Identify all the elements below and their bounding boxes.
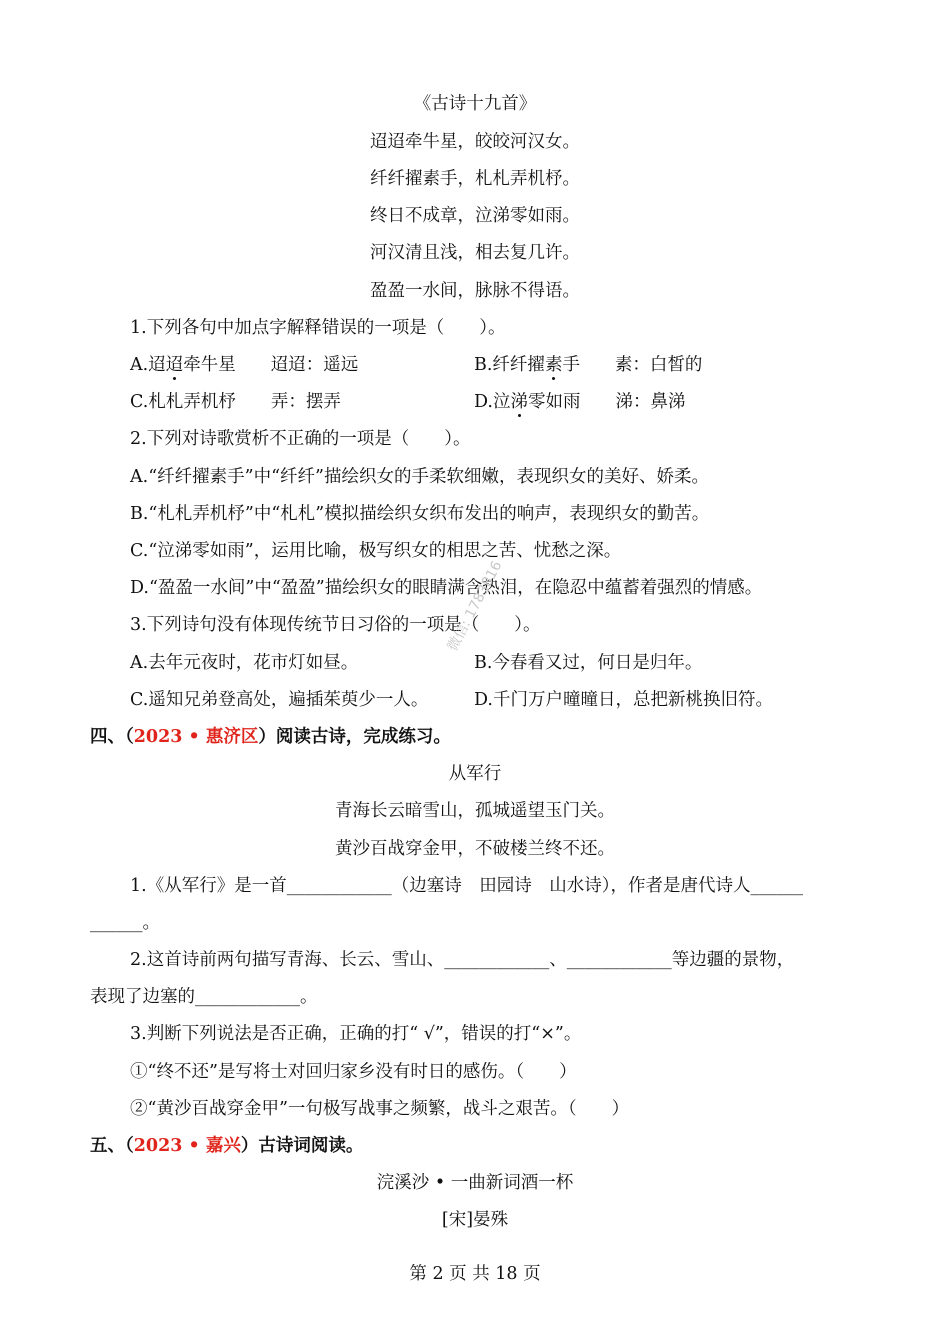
poem1-line-3: 终日不成章，泣涕零如雨。	[370, 206, 580, 226]
q1-stem: 1.下列各句中加点字解释错误的一项是（ ）。	[130, 318, 506, 338]
section4-poem-line-1: 青海长云暗雪山，孤城遥望玉门关。	[335, 801, 615, 821]
section4-q2-line-1: 2.这首诗前两句描写青海、长云、雪山、____________、____________等边疆的景物，	[130, 950, 795, 970]
section5-source: 2023 • 嘉兴	[133, 1136, 241, 1156]
section4-q3-stem: 3.判断下列说法是否正确，正确的打“ √”，错误的打“×”。	[130, 1024, 582, 1044]
q1-option-d-dotted: 涕	[510, 392, 528, 412]
watermark-text: 微信: 1783816	[444, 558, 506, 654]
q3-option-b: B.今春看又过，何日是归年。	[474, 653, 703, 673]
q1-option-d-post: 零如雨 涕：鼻涕	[527, 392, 686, 412]
q1-option-a-post: 牵牛星 迢迢：遥远	[183, 355, 359, 375]
q3-option-a: A.去年元夜时，花市灯如昼。	[130, 653, 359, 673]
q3-stem: 3.下列诗句没有体现传统节日习俗的一项是（ ）。	[130, 615, 541, 635]
page-footer: 第 2 页 共 18 页	[409, 1264, 541, 1284]
section4-q1-line-2: ______。	[90, 913, 160, 933]
q2-option-c: C.“泣涕零如雨”，运用比喻，极写织女的相思之苦、忧愁之深。	[130, 541, 622, 561]
section4-suffix: ）阅读古诗，完成练习。	[258, 727, 451, 747]
section5-suffix: ）古诗词阅读。	[240, 1136, 364, 1156]
poem1-title: 《古诗十九首》	[413, 94, 537, 114]
poem1-line-2: 纤纤擢素手，札札弄机杼。	[370, 169, 580, 189]
poem1-line-4: 河汉清且浅，相去复几许。	[370, 243, 580, 263]
q1-option-d	[474, 390, 685, 414]
q1-option-b-dotted: 素	[544, 355, 563, 375]
section4-q2-line-2: 表现了边塞的____________。	[90, 987, 318, 1007]
section4-source: 2023 • 惠济区	[133, 727, 259, 747]
section4-q3-item-2: ②“黄沙百战穿金甲”一句极写战事之频繁，战斗之艰苦。（ ）	[130, 1099, 630, 1119]
section4-heading	[90, 725, 451, 749]
section5-prefix: 五、（	[90, 1136, 134, 1156]
q3-option-c: C.遥知兄弟登高处，遍插茱萸少一人。	[130, 690, 429, 710]
section5-author: [宋]晏殊	[441, 1210, 509, 1230]
q1-option-a-pre: A.迢	[130, 355, 166, 375]
q1-option-b	[474, 353, 702, 377]
q1-option-a	[130, 353, 358, 377]
poem1-line-5: 盈盈一水间，脉脉不得语。	[370, 281, 580, 301]
q2-stem: 2.下列对诗歌赏析不正确的一项是（ ）。	[130, 429, 471, 449]
section4-poem-title: 从军行	[448, 764, 502, 784]
section5-heading	[90, 1134, 363, 1158]
q1-option-b-post: 手 素：白皙的	[562, 355, 703, 375]
section4-poem-line-2: 黄沙百战穿金甲，不破楼兰终不还。	[335, 839, 615, 859]
poem1-line-1: 迢迢牵牛星，皎皎河汉女。	[370, 132, 580, 152]
q1-option-c: C.札札弄机杼 弄：摆弄	[130, 392, 341, 412]
section5-poem-title: 浣溪沙 • 一曲新词酒一杯	[376, 1173, 574, 1193]
q2-option-b: B.“札札弄机杼”中“札札”模拟描绘织女织布发出的响声，表现织女的勤苦。	[130, 504, 710, 524]
q1-option-d-pre: D.泣	[474, 392, 511, 412]
q2-option-a: A.“纤纤擢素手”中“纤纤”描绘织女的手柔软细嫩，表现织女的美好、娇柔。	[130, 467, 709, 487]
q2-option-d: D.“盈盈一水间”中“盈盈”描绘织女的眼睛满含热泪，在隐忍中蕴蓄着强烈的情感。	[130, 578, 763, 598]
section4-prefix: 四、（	[90, 727, 134, 747]
q1-option-b-pre: B.纤纤擢	[474, 355, 545, 375]
section4-q3-item-1: ①“终不还”是写将士对回归家乡没有时日的感伤。（ ）	[130, 1062, 577, 1082]
section4-q1-line-1: 1.《从军行》是一首____________（边塞诗 田园诗 山水诗），作者是唐代诗人______	[130, 876, 803, 896]
q3-option-d: D.千门万户曈曈日，总把新桃换旧符。	[474, 690, 773, 710]
q1-option-a-dotted: 迢	[165, 355, 184, 375]
